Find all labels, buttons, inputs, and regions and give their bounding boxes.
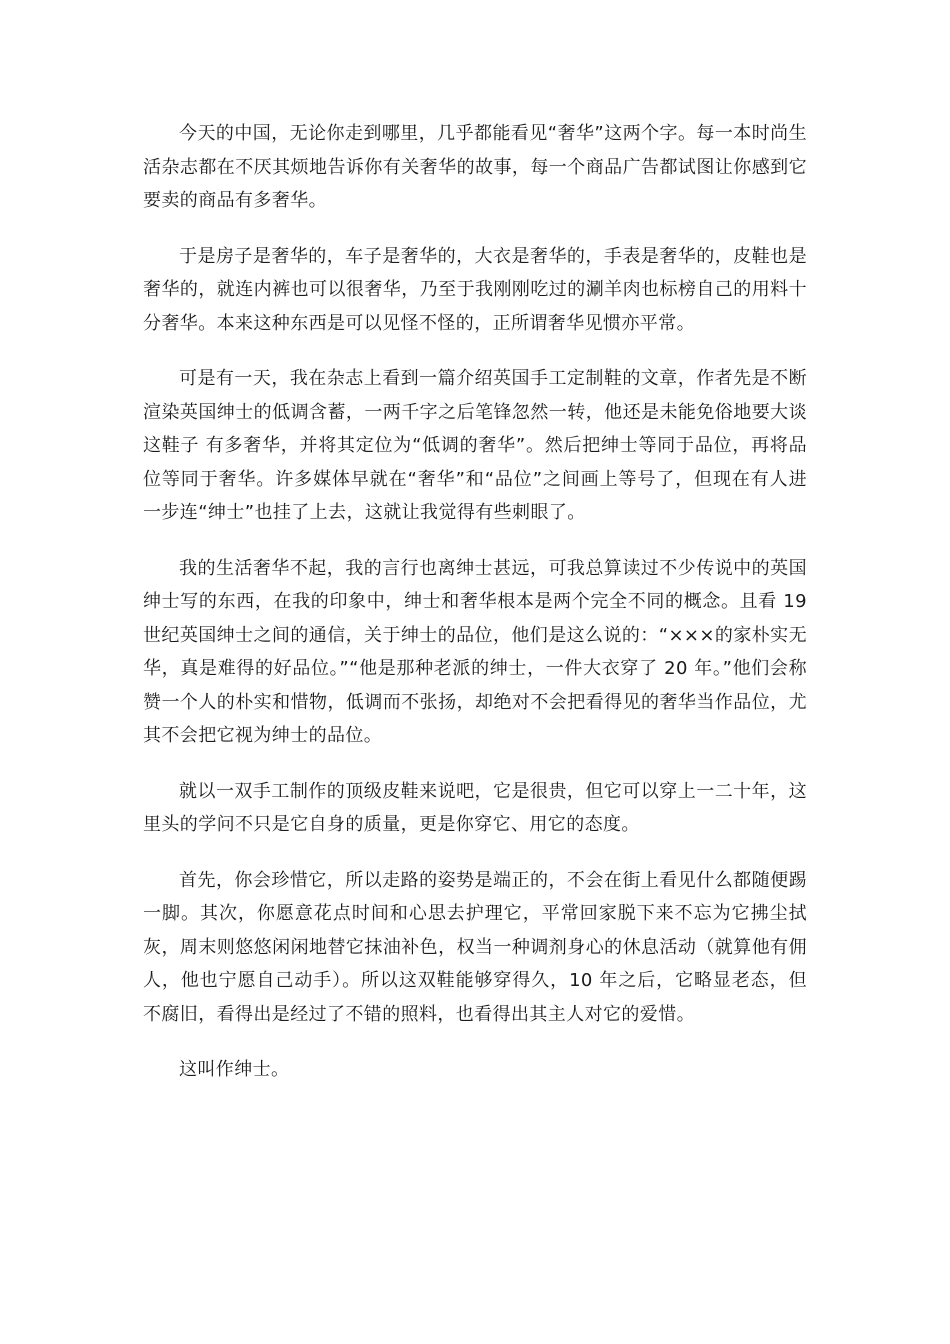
- paragraph-1: 今天的中国，无论你走到哪里，几乎都能看见“奢华”这两个字。每一本时尚生活杂志都在不厌其烦地告诉你有关奢华的故事，每一个商品广告都试图让你感到它要卖的商品有多奢华。: [143, 123, 807, 211]
- article-body: [143, 117, 807, 1109]
- paragraph-7: 这叫作绅士。: [179, 1059, 290, 1080]
- paragraph-6: 首先，你会珍惜它，所以走路的姿势是端正的，不会在街上看见什么都随便踢一脚。其次，你愿意花点时间和心思去护理它，平常回家脱下来不忘为它拂尘拭灰，周末则悠悠闲闲地替它抹油补色，权当一种调剂身心的休息活动（就算他有佣人，他也宁愿自己动手）。所以这双鞋能够穿得久，10 年之后，它略显老态，但不腐旧，看得出是经过了不错的照料，也看得出其主人对它的爱惜。: [143, 869, 807, 1025]
- paragraph-5: 就以一双手工制作的顶级皮鞋来说吧，它是很贵，但它可以穿上一二十年，这里头的学问不只是它自身的质量，更是你穿它、用它的态度。: [143, 780, 807, 835]
- paragraph-4: 我的生活奢华不起，我的言行也离绅士甚远，可我总算读过不少传说中的英国绅士写的东西，在我的印象中，绅士和奢华根本是两个完全不同的概念。且看 19 世纪英国绅士之间的通信，关于绅士的品位，他们是这么说的：“×××的家朴实无华，真是难得的好品位。”“他是那种老派的绅士，一件大衣穿了 20 年。”他们会称赞一个人的朴实和惜物，低调而不张扬，却绝对不会把看得见的奢华当作品位，尤其不会把它视为绅士的品位。: [143, 557, 807, 746]
- paragraph-2: 于是房子是奢华的，车子是奢华的，大衣是奢华的，手表是奢华的，皮鞋也是奢华的，就连内裤也可以很奢华，乃至于我刚刚吃过的涮羊肉也标榜自己的用料十分奢华。本来这种东西是可以见怪不怪的，正所谓奢华见惯亦平常。: [143, 245, 807, 334]
- paragraph-3: 可是有一天，我在杂志上看到一篇介绍英国手工定制鞋的文章，作者先是不断渲染英国绅士的低调含蓄，一两千字之后笔锋忽然一转，他还是未能免俗地要大谈这鞋子 有多奢华，并将其定位为“低调的奢华”。然后把绅士等同于品位，再将品位等同于奢华。许多媒体早就在“奢华”和“品位”之间画上等号了，但现在有人进一步连“绅士”也挂了上去，这就让我觉得有些刺眼了。: [143, 368, 807, 523]
